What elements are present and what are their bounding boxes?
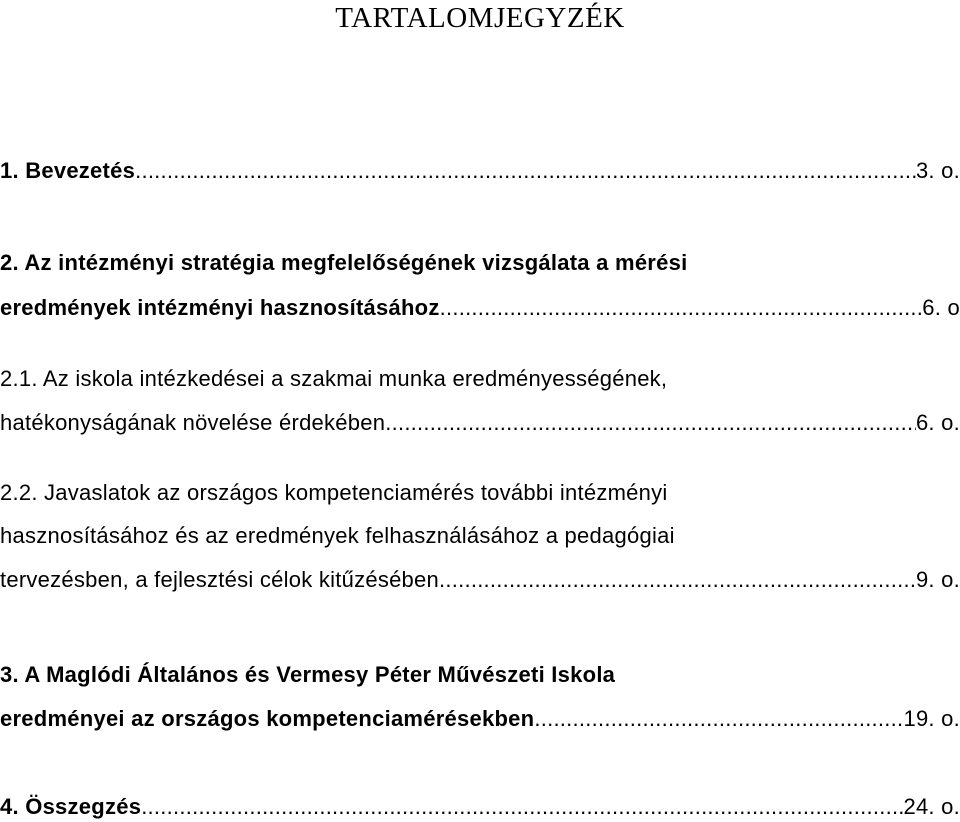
toc-leader-dots <box>385 408 916 438</box>
toc-entry-2-2-line-2: hasznosításához és az eredmények felhasználásához a pedagógiai <box>0 523 675 548</box>
toc-entry-4-text: 4. Összegzés <box>0 794 142 819</box>
toc-entry-2-line-2: eredmények intézményi hasznosításához <box>0 295 440 320</box>
toc-leader-dots <box>439 565 916 595</box>
toc-leader-dots <box>135 156 916 186</box>
toc-leader-dots <box>534 704 903 734</box>
toc-entry-3-line-2: eredményei az országos kompetenciamérésekben <box>0 706 535 731</box>
toc-entry-1[interactable] <box>0 156 960 186</box>
toc-entry-4[interactable] <box>0 792 960 822</box>
toc-entry-4-page: 24. o. <box>903 794 960 819</box>
toc-entry-2-1-line-1: 2.1. Az iskola intézkedései a szakmai munka eredményességének, <box>0 366 668 391</box>
toc-entry-3-line-1: 3. A Maglódi Általános és Vermesy Péter Művészeti Iskola <box>0 662 616 687</box>
toc-leader-dots <box>141 792 903 822</box>
toc-entry-1-text: 1. Bevezetés <box>0 158 136 183</box>
toc-entry-1-page: 3. o. <box>915 158 960 183</box>
toc-entry-2-1-last-line <box>0 408 960 438</box>
toc-leader-dots <box>440 293 923 323</box>
toc-entry-2-2-line-3: tervezésben, a fejlesztési célok kitűzésében <box>0 567 440 592</box>
toc-entry-2-page: 6. o <box>922 295 960 320</box>
toc-entry-2-line-1: 2. Az intézményi stratégia megfelelőségének vizsgálata a mérési <box>0 250 688 275</box>
toc-entry-2-1-page: 6. o. <box>915 410 960 435</box>
toc-entry-3-page: 19. o. <box>903 706 960 731</box>
toc-entry-2-2-line-1: 2.2. Javaslatok az országos kompetenciamérés további intézményi <box>0 480 668 505</box>
toc-title: TARTALOMJEGYZÉK <box>335 2 625 34</box>
toc-entry-2-1-line-2: hatékonyságának növelése érdekében <box>0 410 386 435</box>
toc-entry-2-2-page: 9. o. <box>915 567 960 592</box>
toc-entry-2-2-last-line <box>0 565 960 595</box>
toc-entry-3-last-line <box>0 704 960 734</box>
toc-entry-2-last-line <box>0 293 960 323</box>
